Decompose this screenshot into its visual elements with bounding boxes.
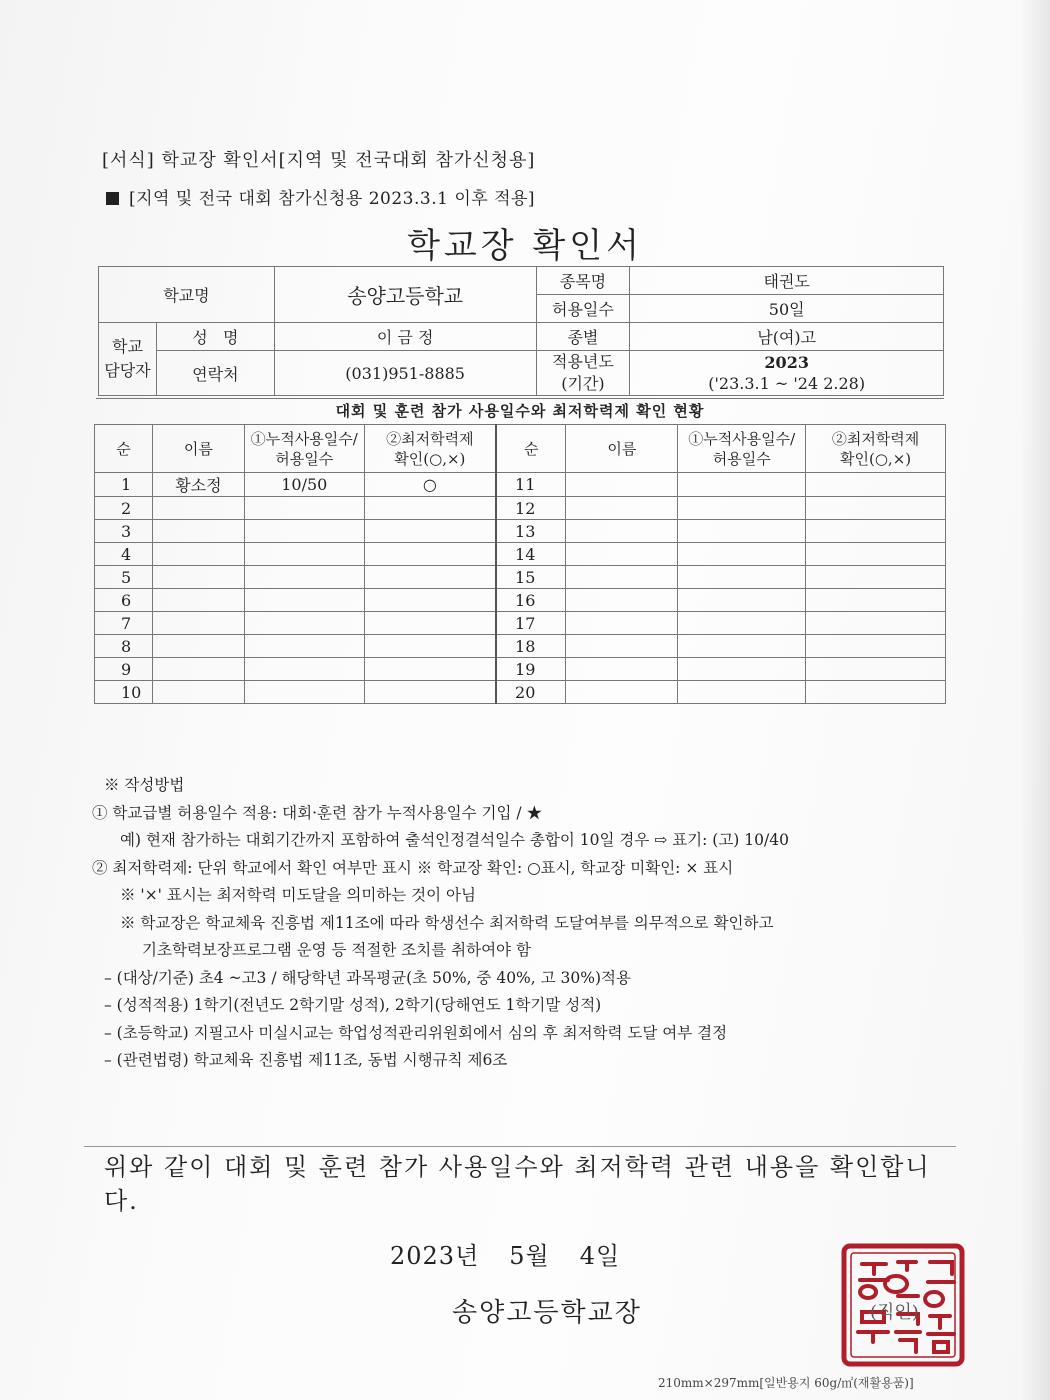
cell-days	[244, 543, 364, 566]
cell-check	[806, 681, 946, 704]
confirmation-text: 위와 같이 대회 및 훈련 참가 사용일수와 최저학력 관련 내용을 확인합니다.	[104, 1153, 931, 1215]
cell-check	[364, 520, 496, 543]
cell-check	[806, 473, 946, 497]
detail-1: – (대상/기준) 초4 ~고3 / 해당학년 과목평균(초 50%, 중 40%, 고 30%)적용	[104, 968, 631, 987]
gender-value: 남(여)고	[630, 323, 944, 351]
seal-note: (직인)	[870, 1302, 919, 1323]
manager-label: 학교 담당자	[99, 323, 157, 396]
cell-no: 17	[496, 612, 566, 635]
note-1-example: 예) 현재 참가하는 대회기간까지 포함하여 출석인정결석일수 총합이 10일 경우 ⇨ 표기: (고) 10/40	[120, 831, 789, 849]
cell-days	[244, 566, 364, 589]
scope-text: [지역 및 전국 대회 참가신청용 2023.3.1 이후 적용]	[129, 189, 536, 209]
cell-name	[566, 681, 678, 704]
writing-instructions	[92, 772, 972, 1075]
square-bullet-icon	[106, 192, 119, 205]
cell-name	[566, 566, 678, 589]
cell-check	[806, 635, 946, 658]
principal-title: 송양고등학교장	[452, 1298, 642, 1328]
cell-days	[678, 543, 806, 566]
cell-name	[566, 658, 678, 681]
cell-check	[364, 658, 496, 681]
cell-name	[566, 520, 678, 543]
cell-name: 황소정	[152, 473, 244, 497]
cell-days	[678, 589, 806, 612]
date-month: 5월	[509, 1242, 550, 1270]
cell-no: 12	[496, 497, 566, 520]
cell-no: 1	[95, 473, 153, 497]
cell-name	[152, 543, 244, 566]
section-title: 대회 및 훈련 참가 사용일수와 최저학력제 확인 현황	[96, 398, 944, 424]
note-1: ① 학교급별 허용일수 적용: 대회·훈련 참가 누적사용일수 기입 / ★	[92, 803, 543, 822]
col-header-check-2: ②최저학력제 확인(○,×)	[806, 425, 946, 473]
cell-name	[152, 612, 244, 635]
cell-days: 10/50	[244, 473, 364, 497]
divider	[84, 1146, 956, 1147]
cell-name	[566, 635, 678, 658]
paper-spec: 210mm×297mm[일반용지 60g/㎡(재활용품)]	[658, 1376, 914, 1390]
info-table	[98, 266, 944, 396]
cell-no: 15	[496, 566, 566, 589]
cell-name	[152, 681, 244, 704]
cell-no: 14	[496, 543, 566, 566]
cell-no: 7	[95, 612, 153, 635]
date-day: 4일	[579, 1242, 621, 1270]
issue-date	[390, 1236, 650, 1271]
cell-check	[806, 520, 946, 543]
cell-days	[678, 473, 806, 497]
cell-no: 11	[496, 473, 566, 497]
cell-no: 18	[496, 635, 566, 658]
event-label: 종목명	[536, 267, 630, 295]
cell-days	[678, 520, 806, 543]
cell-check	[364, 543, 496, 566]
cell-check	[364, 681, 496, 704]
col-header-no-2: 순	[496, 425, 566, 473]
cell-name	[152, 658, 244, 681]
cell-check	[806, 497, 946, 520]
gender-label: 종별	[536, 323, 630, 351]
name-value: 이 금 정	[274, 323, 536, 351]
cell-days	[678, 612, 806, 635]
form-line: [서식] 학교장 확인서[지역 및 전국대회 참가신청용]	[102, 150, 536, 171]
cell-days	[678, 497, 806, 520]
cell-check	[806, 543, 946, 566]
cell-check	[806, 566, 946, 589]
cell-name	[152, 635, 244, 658]
detail-4: – (관련법령) 학교체육 진흥법 제11조, 동법 시행규칙 제6조	[104, 1051, 508, 1069]
contact-value: (031)951-8885	[274, 351, 536, 396]
cell-no: 8	[95, 635, 153, 658]
table-row	[95, 543, 946, 566]
cell-name	[566, 589, 678, 612]
table-row	[95, 566, 946, 589]
cell-check	[364, 635, 496, 658]
cell-check	[364, 589, 496, 612]
document-title: 학교장 확인서	[407, 226, 643, 266]
col-header-name-2: 이름	[566, 425, 678, 473]
table-row	[95, 473, 946, 497]
school-label: 학교명	[99, 267, 275, 323]
date-year: 2023년	[390, 1242, 480, 1270]
cell-check	[806, 612, 946, 635]
cell-no: 2	[95, 497, 153, 520]
cell-days	[678, 681, 806, 704]
table-row	[95, 497, 946, 520]
cell-name	[566, 497, 678, 520]
table-row	[95, 658, 946, 681]
col-header-name: 이름	[152, 425, 244, 473]
detail-2: – (성적적용) 1학기(전년도 2학기말 성적), 2학기(당해연도 1학기말 성적)	[104, 996, 602, 1014]
cell-no: 20	[496, 681, 566, 704]
col-header-days: ①누적사용일수/ 허용일수	[244, 425, 364, 473]
cell-name	[152, 566, 244, 589]
days-label: 허용일수	[536, 295, 630, 323]
table-row	[95, 681, 946, 704]
cell-no: 4	[95, 543, 153, 566]
cell-no: 16	[496, 589, 566, 612]
scope-line	[106, 184, 535, 209]
cell-check	[364, 612, 496, 635]
cell-days	[678, 566, 806, 589]
school-value: 송양고등학교	[274, 267, 536, 323]
col-header-no: 순	[95, 425, 153, 473]
name-label: 성 명	[156, 323, 274, 351]
note-2-b-cont: 기초학력보장프로그램 운영 등 적절한 조치를 취하여야 함	[142, 941, 531, 959]
cell-no: 19	[496, 658, 566, 681]
cell-no: 6	[95, 589, 153, 612]
cell-days	[678, 658, 806, 681]
cell-days	[244, 658, 364, 681]
cell-days	[678, 635, 806, 658]
cell-no: 5	[95, 566, 153, 589]
note-2-a: ※ '×' 표시는 최저학력 미도달을 의미하는 것이 아님	[120, 886, 476, 904]
table-row	[95, 520, 946, 543]
year-value: 2023	[764, 353, 809, 372]
cell-check	[806, 658, 946, 681]
period-value: ('23.3.1 ~ '24 2.28)	[708, 374, 866, 393]
col-header-days-2: ①누적사용일수/ 허용일수	[678, 425, 806, 473]
cell-name	[152, 520, 244, 543]
note-2: ② 최저학력제: 단위 학교에서 확인 여부만 표시 ※ 학교장 확인: ○표시, 학교장 미확인: × 표시	[92, 858, 734, 877]
year-cell	[630, 351, 944, 396]
cell-no: 10	[95, 681, 153, 704]
detail-3: – (초등학교) 지필고사 미실시교는 학업성적관리위원회에서 심의 후 최저학력 도달 여부 결정	[104, 1023, 728, 1042]
contact-label: 연락처	[156, 351, 274, 396]
cell-no: 9	[95, 658, 153, 681]
cell-no: 3	[95, 520, 153, 543]
cell-name	[566, 473, 678, 497]
status-table	[94, 424, 946, 704]
cell-check: ○	[364, 473, 496, 497]
cell-days	[244, 589, 364, 612]
cell-days	[244, 497, 364, 520]
cell-days	[244, 520, 364, 543]
cell-days	[244, 635, 364, 658]
days-value: 50일	[630, 295, 944, 323]
cell-name	[566, 543, 678, 566]
table-row	[95, 589, 946, 612]
cell-check	[806, 589, 946, 612]
table-header-row	[95, 425, 946, 473]
cell-days	[244, 612, 364, 635]
notes-heading: ※ 작성방법	[104, 776, 185, 794]
cell-no: 13	[496, 520, 566, 543]
status-table-body	[95, 425, 946, 704]
note-2-b: ※ 학교장은 학교체육 진흥법 제11조에 따라 학생선수 최저학력 도달여부를 의무적으로 확인하고	[120, 913, 774, 932]
table-row	[95, 612, 946, 635]
event-value: 태권도	[630, 267, 944, 295]
table-row	[95, 635, 946, 658]
year-label: 적용년도 (기간)	[536, 351, 630, 396]
col-header-check: ②최저학력제 확인(○,×)	[364, 425, 496, 473]
cell-name	[566, 612, 678, 635]
cell-days	[244, 681, 364, 704]
page-shadow	[1020, 0, 1050, 1400]
cell-check	[364, 497, 496, 520]
cell-check	[364, 566, 496, 589]
cell-name	[152, 589, 244, 612]
cell-name	[152, 497, 244, 520]
